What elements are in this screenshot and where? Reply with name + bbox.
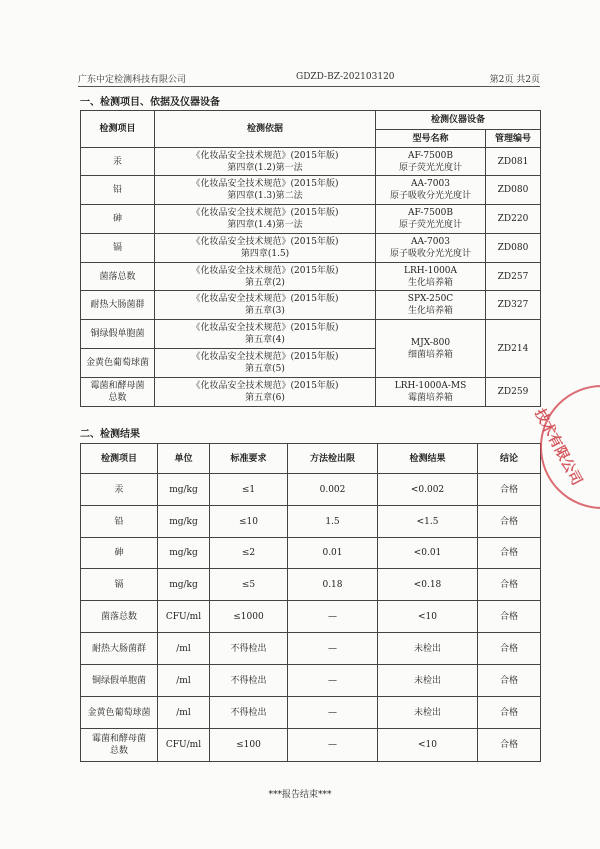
- table-row: [81, 176, 541, 205]
- col-item: 检测项目: [81, 444, 158, 474]
- item-cell: 菌落总数: [81, 601, 158, 633]
- item-cell: 霉菌和酵母菌 总数: [81, 729, 158, 762]
- table-row: [81, 665, 541, 697]
- limit-cell: 0.002: [288, 474, 378, 506]
- unit-cell: mg/kg: [158, 569, 210, 601]
- report-end-marker: ***报告结束***: [268, 790, 332, 800]
- standard-cell: ≤10: [210, 506, 288, 538]
- result-cell: <10: [378, 601, 478, 633]
- standard-cell: ≤2: [210, 538, 288, 569]
- item-cell: 金黄色葡萄球菌: [81, 697, 158, 729]
- basis-cell: 《化妆品安全技术规范》(2015年版) 第五章(4): [155, 320, 376, 349]
- result-cell: 未检出: [378, 665, 478, 697]
- table-row: [81, 148, 541, 176]
- conclusion-cell: 合格: [478, 474, 541, 506]
- model-cell: LRH-1000A-MS 霉菌培养箱: [376, 378, 486, 407]
- unit-cell: /ml: [158, 633, 210, 665]
- limit-cell: —: [288, 601, 378, 633]
- item-cell: 霉菌和酵母菌 总数: [81, 378, 155, 407]
- code-cell: ZD080: [486, 176, 541, 205]
- code-cell: ZD259: [486, 378, 541, 407]
- table-row: [81, 205, 541, 234]
- conclusion-cell: 合格: [478, 729, 541, 762]
- item-cell: 镉: [81, 234, 155, 263]
- result-cell: <1.5: [378, 506, 478, 538]
- item-cell: 砷: [81, 538, 158, 569]
- table-row: [81, 506, 541, 538]
- report-number: GDZD-BZ-202103120: [296, 72, 395, 82]
- col-unit: 单位: [158, 444, 210, 474]
- table-row: [81, 729, 541, 762]
- item-cell: 铜绿假单胞菌: [81, 665, 158, 697]
- result-cell: 未检出: [378, 633, 478, 665]
- col-standard: 标准要求: [210, 444, 288, 474]
- table-row: [81, 697, 541, 729]
- limit-cell: 0.01: [288, 538, 378, 569]
- table-row: [81, 320, 541, 349]
- basis-cell: 《化妆品安全技术规范》(2015年版) 第五章(5): [155, 349, 376, 378]
- limit-cell: —: [288, 665, 378, 697]
- limit-cell: —: [288, 729, 378, 762]
- company-name: 广东中定检测科技有限公司: [78, 75, 187, 85]
- conclusion-cell: 合格: [478, 538, 541, 569]
- standard-cell: ≤100: [210, 729, 288, 762]
- col-conclusion: 结论: [478, 444, 541, 474]
- item-cell: 金黄色葡萄球菌: [81, 349, 155, 378]
- unit-cell: mg/kg: [158, 474, 210, 506]
- code-cell: ZD257: [486, 263, 541, 291]
- col-item: 检测项目: [81, 111, 155, 148]
- conclusion-cell: 合格: [478, 506, 541, 538]
- table-row: [81, 569, 541, 601]
- unit-cell: /ml: [158, 697, 210, 729]
- unit-cell: CFU/ml: [158, 601, 210, 633]
- standard-cell: ≤1: [210, 474, 288, 506]
- test-basis-table: [80, 110, 541, 407]
- basis-cell: 《化妆品安全技术规范》(2015年版) 第五章(3): [155, 291, 376, 320]
- results-table: [80, 443, 541, 762]
- table-row: [81, 291, 541, 320]
- basis-cell: 《化妆品安全技术规范》(2015年版) 第四章(1.3)第二法: [155, 176, 376, 205]
- code-cell: ZD214: [486, 320, 541, 378]
- item-cell: 铅: [81, 176, 155, 205]
- col-equipment: 检测仪器设备: [376, 111, 541, 130]
- seal-text: 技术有限公司: [531, 406, 585, 489]
- item-cell: 汞: [81, 474, 158, 506]
- code-cell: ZD220: [486, 205, 541, 234]
- conclusion-cell: 合格: [478, 601, 541, 633]
- item-cell: 铜绿假单胞菌: [81, 320, 155, 349]
- table-row: [81, 538, 541, 569]
- limit-cell: —: [288, 633, 378, 665]
- table-row: [81, 601, 541, 633]
- table-row: [81, 263, 541, 291]
- conclusion-cell: 合格: [478, 569, 541, 601]
- col-basis: 检测依据: [155, 111, 376, 148]
- model-cell: AA-7003 原子吸收分光光度计: [376, 234, 486, 263]
- section1-title: 一、检测项目、依据及仪器设备: [80, 97, 220, 108]
- limit-cell: —: [288, 697, 378, 729]
- limit-cell: 1.5: [288, 506, 378, 538]
- col-model: 型号名称: [376, 130, 486, 148]
- limit-cell: 0.18: [288, 569, 378, 601]
- code-cell: ZD081: [486, 148, 541, 176]
- unit-cell: CFU/ml: [158, 729, 210, 762]
- model-cell: AF-7500B 原子荧光光度计: [376, 205, 486, 234]
- section2-title: 二、检测结果: [80, 429, 140, 440]
- basis-cell: 《化妆品安全技术规范》(2015年版) 第四章(1.5): [155, 234, 376, 263]
- model-cell: AF-7500B 原子荧光光度计: [376, 148, 486, 176]
- result-cell: <0.18: [378, 569, 478, 601]
- result-cell: <0.01: [378, 538, 478, 569]
- table-row: [81, 378, 541, 407]
- unit-cell: mg/kg: [158, 506, 210, 538]
- basis-cell: 《化妆品安全技术规范》(2015年版) 第五章(2): [155, 263, 376, 291]
- item-cell: 汞: [81, 148, 155, 176]
- col-result: 检测结果: [378, 444, 478, 474]
- item-cell: 铅: [81, 506, 158, 538]
- code-cell: ZD080: [486, 234, 541, 263]
- page-header: [78, 72, 540, 87]
- col-code: 管理编号: [486, 130, 541, 148]
- item-cell: 耐热大肠菌群: [81, 291, 155, 320]
- result-cell: <0.002: [378, 474, 478, 506]
- model-cell: MJX-800 细菌培养箱: [376, 320, 486, 378]
- item-cell: 砷: [81, 205, 155, 234]
- model-cell: LRH-1000A 生化培养箱: [376, 263, 486, 291]
- code-cell: ZD327: [486, 291, 541, 320]
- unit-cell: mg/kg: [158, 538, 210, 569]
- col-limit: 方法检出限: [288, 444, 378, 474]
- table-row: [81, 633, 541, 665]
- conclusion-cell: 合格: [478, 697, 541, 729]
- basis-cell: 《化妆品安全技术规范》(2015年版) 第四章(1.4)第一法: [155, 205, 376, 234]
- model-cell: SPX-250C 生化培养箱: [376, 291, 486, 320]
- unit-cell: /ml: [158, 665, 210, 697]
- standard-cell: 不得检出: [210, 665, 288, 697]
- basis-cell: 《化妆品安全技术规范》(2015年版) 第四章(1.2)第一法: [155, 148, 376, 176]
- standard-cell: 不得检出: [210, 697, 288, 729]
- result-cell: <10: [378, 729, 478, 762]
- result-cell: 未检出: [378, 697, 478, 729]
- standard-cell: ≤5: [210, 569, 288, 601]
- item-cell: 菌落总数: [81, 263, 155, 291]
- page-number: 第2页 共2页: [489, 75, 540, 85]
- standard-cell: 不得检出: [210, 633, 288, 665]
- table-row: [81, 234, 541, 263]
- standard-cell: ≤1000: [210, 601, 288, 633]
- item-cell: 耐热大肠菌群: [81, 633, 158, 665]
- table-row: [81, 474, 541, 506]
- basis-cell: 《化妆品安全技术规范》(2015年版) 第五章(6): [155, 378, 376, 407]
- model-cell: AA-7003 原子吸收分光光度计: [376, 176, 486, 205]
- item-cell: 镉: [81, 569, 158, 601]
- conclusion-cell: 合格: [478, 665, 541, 697]
- conclusion-cell: 合格: [478, 633, 541, 665]
